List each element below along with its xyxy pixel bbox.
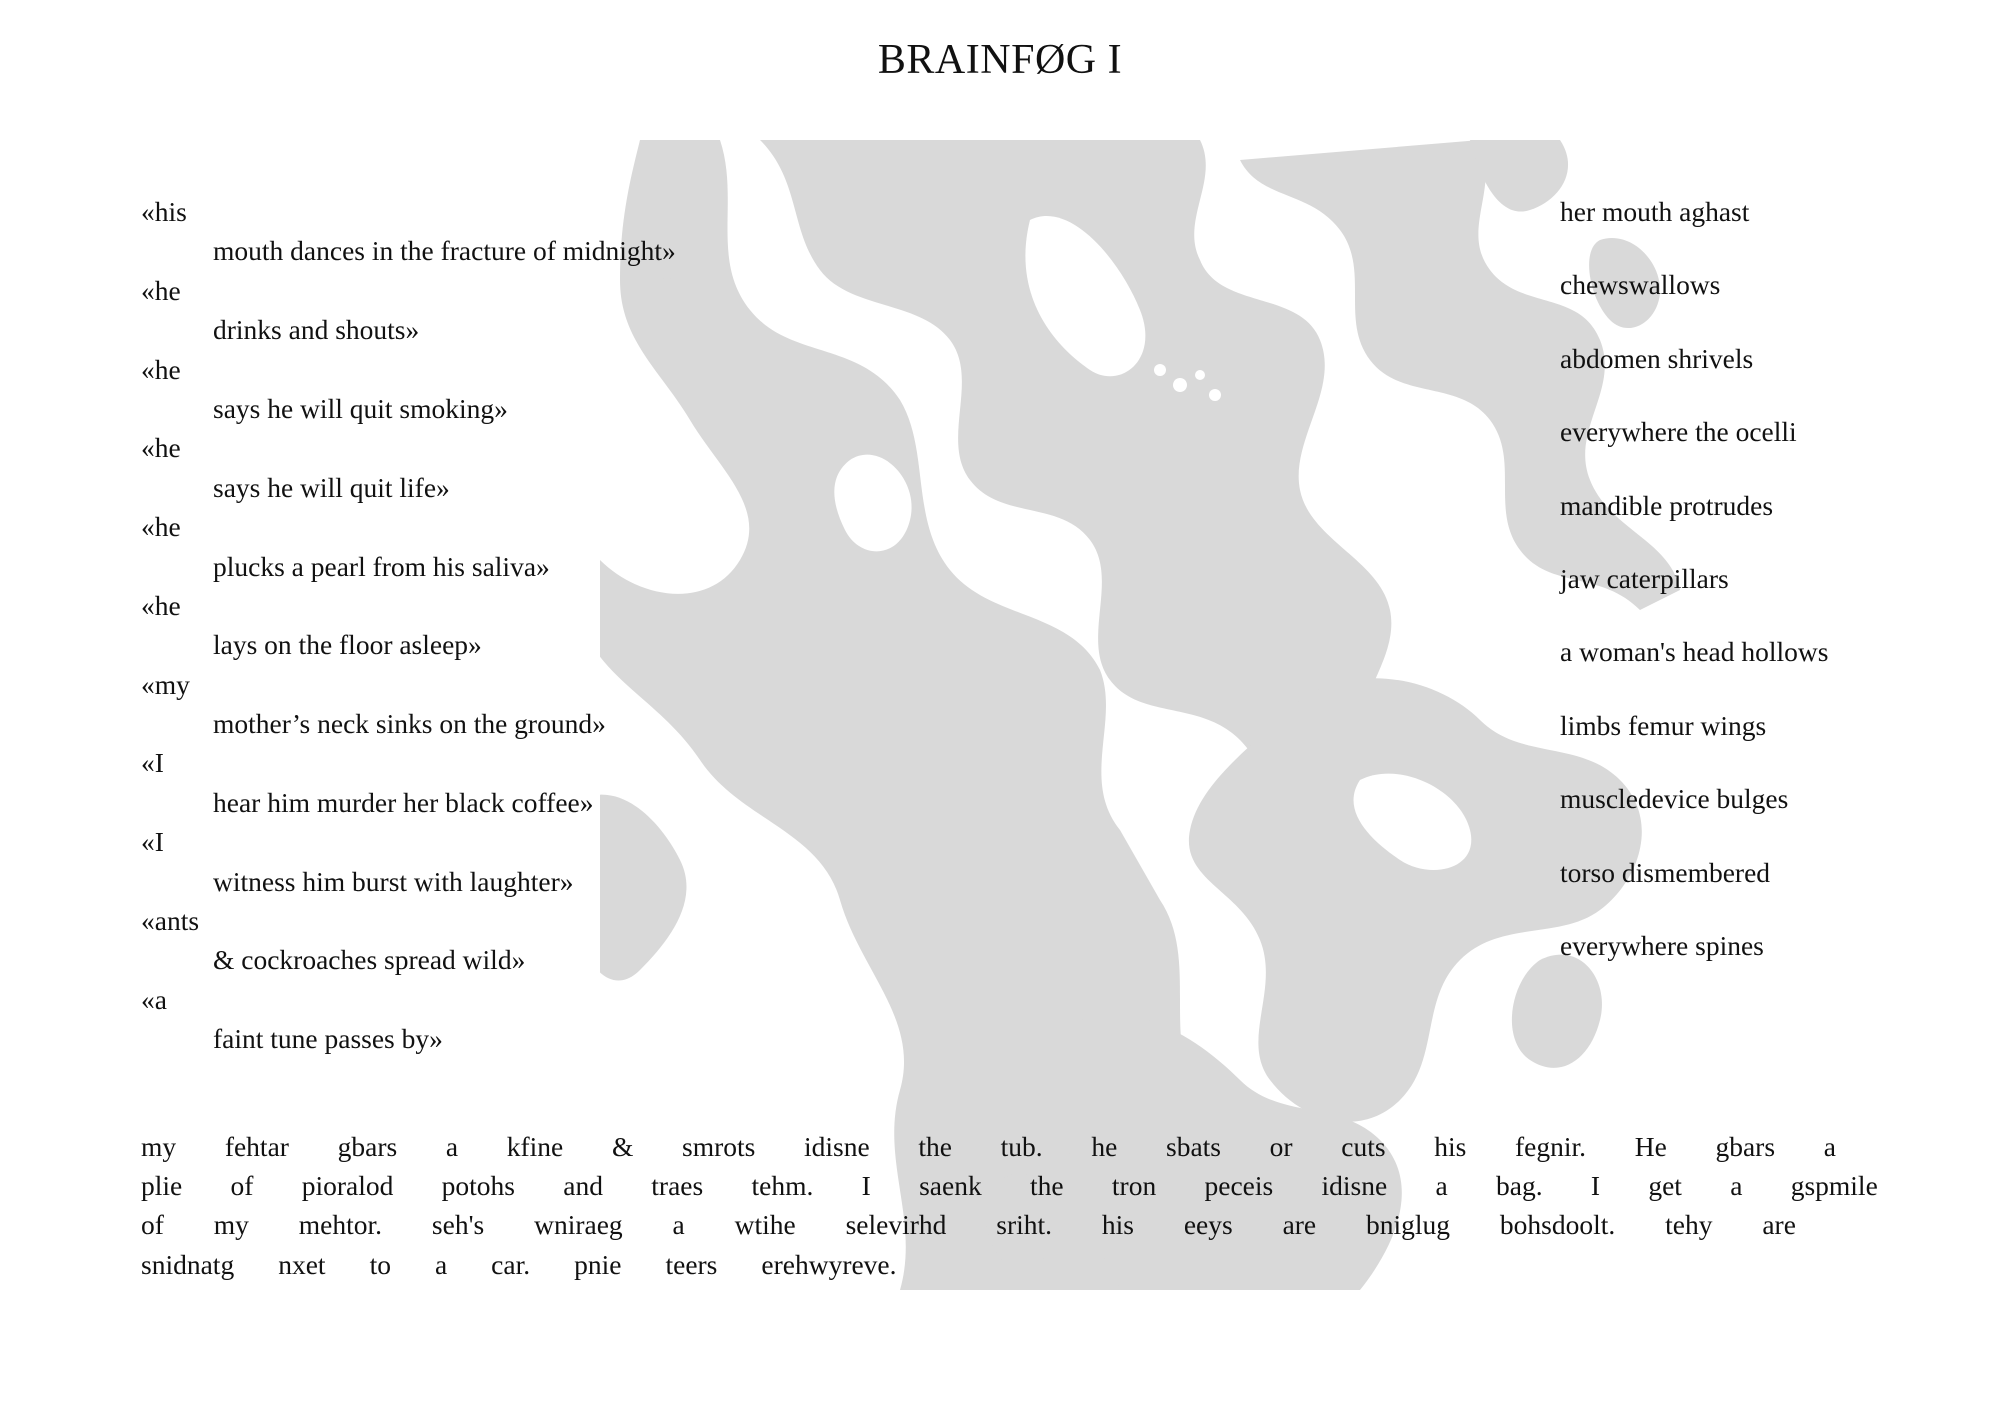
prose-word: of bbox=[230, 1170, 254, 1202]
poem-line-continuation: says he will quit life» bbox=[213, 471, 450, 503]
prose-word: bohsdoolt. bbox=[1499, 1209, 1616, 1241]
poem-line-open: «my bbox=[141, 668, 190, 700]
prose-word: smrots bbox=[682, 1131, 756, 1162]
prose-word: a bbox=[1823, 1131, 1836, 1162]
right-poem-line: a woman's head hollows bbox=[1560, 636, 1829, 668]
poem-line-continuation: faint tune passes by» bbox=[213, 1023, 443, 1055]
poem-line-continuation: hear him murder her black coffee» bbox=[213, 786, 594, 818]
prose-word: I bbox=[1590, 1170, 1601, 1202]
prose-word: his bbox=[1101, 1209, 1134, 1241]
prose-word: snidnatg bbox=[141, 1248, 235, 1280]
prose-word: I bbox=[861, 1170, 871, 1202]
poem-line-open: «his bbox=[141, 196, 187, 227]
poem-stanza bbox=[141, 507, 676, 586]
poem-stanza bbox=[141, 192, 676, 271]
prose-word: tron bbox=[1111, 1170, 1157, 1202]
prose-word: & bbox=[611, 1131, 634, 1162]
page-title: BRAINFØG I bbox=[877, 37, 1123, 83]
prose-word: pnie bbox=[574, 1248, 622, 1280]
prose-word: gbars bbox=[337, 1131, 398, 1162]
poem-stanza bbox=[141, 586, 676, 665]
poem-line-continuation: witness him burst with laughter» bbox=[213, 865, 574, 897]
right-poem-line: everywhere spines bbox=[1560, 929, 1764, 961]
poem-line-open: «I bbox=[141, 747, 164, 779]
prose-word: bniglug bbox=[1366, 1209, 1451, 1241]
poem-line-continuation: & cockroaches spread wild» bbox=[213, 944, 526, 976]
prose-word: his bbox=[1434, 1131, 1467, 1162]
prose-word: a bbox=[434, 1248, 448, 1280]
prose-word: gspmile bbox=[1790, 1170, 1878, 1202]
prose-word: idisne bbox=[804, 1131, 870, 1162]
poem-line-continuation: mother’s neck sinks on the ground» bbox=[213, 708, 606, 740]
prose-word: fehtar bbox=[224, 1131, 289, 1162]
poem-line-open: «ants bbox=[141, 905, 200, 937]
poem-line-open: «he bbox=[141, 511, 181, 543]
prose-word: nxet bbox=[278, 1248, 326, 1280]
poem-stanza bbox=[141, 743, 676, 822]
prose-word: peceis bbox=[1204, 1170, 1274, 1202]
right-poem-line: everywhere the ocelli bbox=[1560, 416, 1797, 448]
poem-stanza bbox=[141, 665, 676, 744]
prose-word: erehwyreve. bbox=[761, 1248, 897, 1280]
prose-word: a bbox=[1730, 1170, 1743, 1202]
prose-word: get bbox=[1648, 1170, 1682, 1202]
prose-word: to bbox=[369, 1248, 391, 1280]
background-figure-image bbox=[600, 140, 1700, 1290]
poem-stanza bbox=[141, 271, 676, 350]
poem-line-open: «he bbox=[141, 432, 181, 464]
prose-word: fegnir. bbox=[1515, 1131, 1587, 1162]
prose-word: He bbox=[1634, 1131, 1667, 1162]
prose-word: tub. bbox=[1000, 1131, 1043, 1162]
prose-line bbox=[141, 1245, 1878, 1284]
prose-word: saenk bbox=[919, 1170, 982, 1202]
poem-stanza bbox=[141, 980, 676, 1059]
prose-word: gbars bbox=[1715, 1131, 1776, 1162]
prose-word: he bbox=[1091, 1131, 1118, 1162]
scrambled-prose-paragraph bbox=[141, 1127, 1878, 1284]
poem-line-continuation: says he will quit smoking» bbox=[213, 392, 508, 424]
prose-word: wniraeg bbox=[534, 1209, 623, 1241]
prose-word: or bbox=[1269, 1131, 1293, 1162]
prose-word: traes bbox=[651, 1170, 704, 1202]
prose-line bbox=[141, 1127, 1836, 1166]
poem-line-continuation: lays on the floor asleep» bbox=[213, 629, 482, 661]
poem-stanza bbox=[141, 822, 676, 901]
prose-word: idisne bbox=[1321, 1170, 1388, 1202]
prose-word: sbats bbox=[1166, 1131, 1221, 1162]
right-poem-line: chewswallows bbox=[1560, 269, 1721, 301]
prose-word: teers bbox=[665, 1248, 718, 1280]
prose-word: car. bbox=[491, 1248, 531, 1280]
poem-line-open: «I bbox=[141, 826, 164, 858]
prose-word: a bbox=[1435, 1170, 1448, 1202]
prose-word: of bbox=[141, 1209, 164, 1241]
prose-word: a bbox=[672, 1209, 685, 1241]
prose-line bbox=[141, 1166, 1878, 1205]
prose-word: tehm. bbox=[751, 1170, 814, 1202]
poem-line-continuation: plucks a pearl from his saliva» bbox=[213, 550, 550, 582]
prose-word: sriht. bbox=[996, 1209, 1053, 1241]
prose-word: the bbox=[1030, 1170, 1064, 1202]
prose-word: are bbox=[1762, 1209, 1796, 1241]
prose-word: tehy bbox=[1665, 1209, 1713, 1241]
poem-stanza bbox=[141, 428, 676, 507]
prose-word: bag. bbox=[1495, 1170, 1543, 1202]
poem-line-continuation: mouth dances in the fracture of midnight» bbox=[213, 235, 676, 267]
right-poem-line: torso dismembered bbox=[1560, 856, 1771, 888]
prose-word: wtihe bbox=[734, 1209, 796, 1241]
prose-word: eeys bbox=[1183, 1209, 1233, 1241]
prose-word: plie bbox=[141, 1170, 183, 1202]
right-poem-line: jaw caterpillars bbox=[1560, 562, 1729, 594]
poem-stanza bbox=[141, 350, 676, 429]
poem-line-open: «he bbox=[141, 589, 181, 621]
prose-word: mehtor. bbox=[298, 1209, 383, 1241]
poem-line-open: «he bbox=[141, 353, 181, 385]
prose-word: kfine bbox=[506, 1131, 564, 1162]
right-poem-line: her mouth aghast bbox=[1560, 196, 1750, 227]
prose-word: are bbox=[1282, 1209, 1317, 1241]
prose-word: cuts bbox=[1341, 1131, 1386, 1162]
prose-word: my bbox=[141, 1131, 177, 1162]
right-poem-line: limbs femur wings bbox=[1560, 709, 1767, 741]
poem-line-open: «a bbox=[141, 983, 167, 1015]
prose-word: my bbox=[213, 1209, 249, 1241]
poem-stanza bbox=[141, 901, 676, 980]
right-poem-line: mandible protrudes bbox=[1560, 489, 1774, 521]
prose-word: seh's bbox=[431, 1209, 485, 1241]
right-poem-line: muscledevice bulges bbox=[1560, 783, 1789, 815]
prose-word: and bbox=[563, 1170, 604, 1202]
prose-line bbox=[141, 1205, 1796, 1244]
poem-line-open: «he bbox=[141, 274, 181, 306]
poem-line-continuation: drinks and shouts» bbox=[213, 314, 420, 346]
prose-word: the bbox=[918, 1131, 952, 1162]
right-poem-line: abdomen shrivels bbox=[1560, 342, 1754, 374]
right-poem bbox=[1560, 192, 1828, 999]
prose-word: selevirhd bbox=[845, 1209, 947, 1241]
prose-word: potohs bbox=[441, 1170, 516, 1202]
prose-word: pioralod bbox=[301, 1170, 394, 1202]
prose-word: a bbox=[445, 1131, 459, 1162]
left-poem bbox=[141, 192, 676, 1059]
